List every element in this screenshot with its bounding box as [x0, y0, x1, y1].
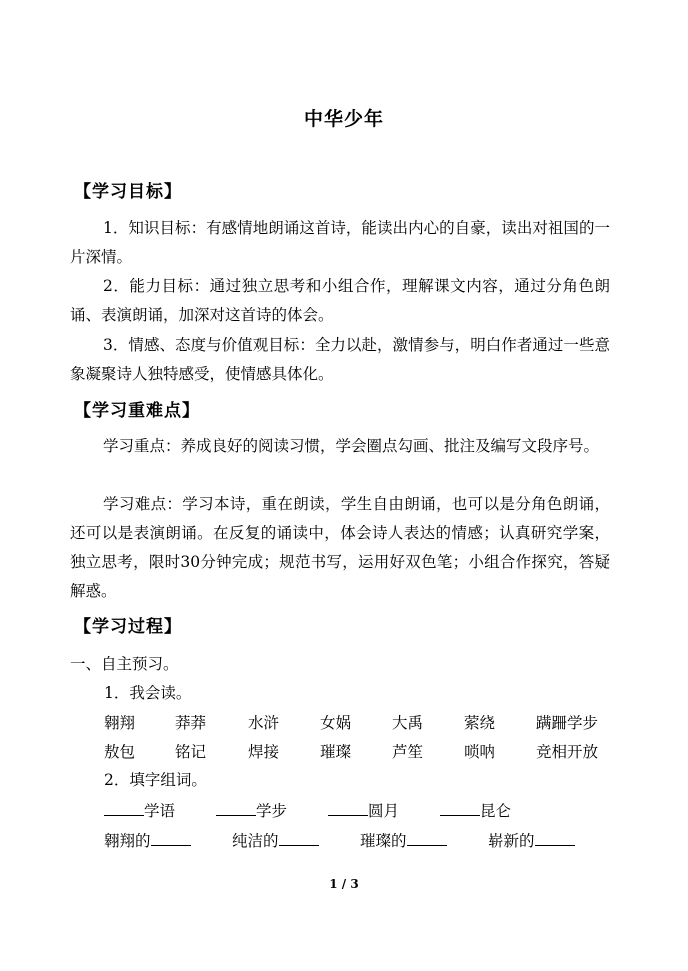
- fill-word: 翱翔的: [104, 832, 151, 850]
- word-item: 蹒跚学步: [536, 714, 599, 732]
- word-item: 大禹: [392, 714, 424, 732]
- goal-paragraph-2: 2．能力目标：通过独立思考和小组合作，理解课文内容，通过分角色朗诵、表演朗诵，加深对这首诗的体会。: [70, 277, 610, 324]
- item-1-title: 1．我会读。: [104, 684, 192, 702]
- fill-word: 圆月: [368, 802, 400, 820]
- word-item: 萦绕: [464, 714, 496, 732]
- word-item: 芦笙: [392, 743, 424, 761]
- word-row-1: [104, 711, 624, 733]
- key-point-paragraph: 学习重点：养成良好的阅读习惯，学会圈点勾画、批注及编写文段序号。: [103, 437, 600, 455]
- fill-item: [216, 799, 287, 821]
- fill-item: [232, 829, 319, 851]
- word-item: 铭记: [175, 743, 207, 761]
- fill-item: [104, 799, 175, 821]
- word-item: 翱翔: [104, 714, 136, 732]
- difficulty-paragraph: 学习难点：学习本诗，重在朗读，学生自由朗诵，也可以是分角色朗诵，还可以是表演朗诵。在反复的诵读中，体会诗人表达的情感；认真研究学案，独立思考，限时30分钟完成；规范书写，运用好双色笔；小组合作探究，答疑解惑。: [70, 495, 610, 600]
- goal-paragraph-3: 3．情感、态度与价值观目标：全力以赴，激情参与，明白作者通过一些意象凝聚诗人独特感受，使情感具体化。: [70, 336, 610, 383]
- answer-blank[interactable]: [328, 800, 368, 816]
- section-heading-process: 【学习过程】: [74, 617, 182, 637]
- fill-row-1: [104, 799, 624, 821]
- page-number: 1 / 3: [329, 877, 359, 891]
- word-item: 敖包: [104, 743, 136, 761]
- fill-word: 崭新的: [488, 832, 535, 850]
- fill-word: 璀璨的: [360, 832, 407, 850]
- word-item: 竞相开放: [536, 743, 599, 761]
- answer-blank[interactable]: [535, 830, 575, 846]
- section-heading-goals: 【学习目标】: [74, 182, 182, 202]
- answer-blank[interactable]: [104, 800, 144, 816]
- word-item: 莽莽: [175, 714, 207, 732]
- fill-word: 纯洁的: [232, 832, 279, 850]
- item-2-title: 2．填字组词。: [104, 771, 207, 789]
- answer-blank[interactable]: [407, 830, 447, 846]
- fill-item: [104, 829, 191, 851]
- word-item: 女娲: [320, 714, 352, 732]
- word-row-2: [104, 740, 624, 762]
- section-heading-key-points: 【学习重难点】: [74, 401, 200, 421]
- word-item: 水浒: [248, 714, 280, 732]
- fill-row-2: [104, 829, 624, 851]
- answer-blank[interactable]: [440, 800, 480, 816]
- fill-word: 学语: [144, 802, 176, 820]
- answer-blank[interactable]: [216, 800, 256, 816]
- word-item: 焊接: [248, 743, 280, 761]
- fill-item: [328, 799, 399, 821]
- goal-paragraph-1: 1．知识目标：有感情地朗诵这首诗，能读出内心的自豪，读出对祖国的一片深情。: [70, 219, 610, 266]
- fill-word: 昆仑: [480, 802, 512, 820]
- answer-blank[interactable]: [279, 830, 319, 846]
- fill-item: [440, 799, 511, 821]
- preview-title: 一、自主预习。: [70, 655, 179, 673]
- fill-word: 学步: [256, 802, 288, 820]
- fill-item: [360, 829, 447, 851]
- document-title: 中华少年: [303, 108, 384, 130]
- word-item: 璀璨: [320, 743, 352, 761]
- answer-blank[interactable]: [151, 830, 191, 846]
- fill-item: [488, 829, 575, 851]
- word-item: 唢呐: [464, 743, 496, 761]
